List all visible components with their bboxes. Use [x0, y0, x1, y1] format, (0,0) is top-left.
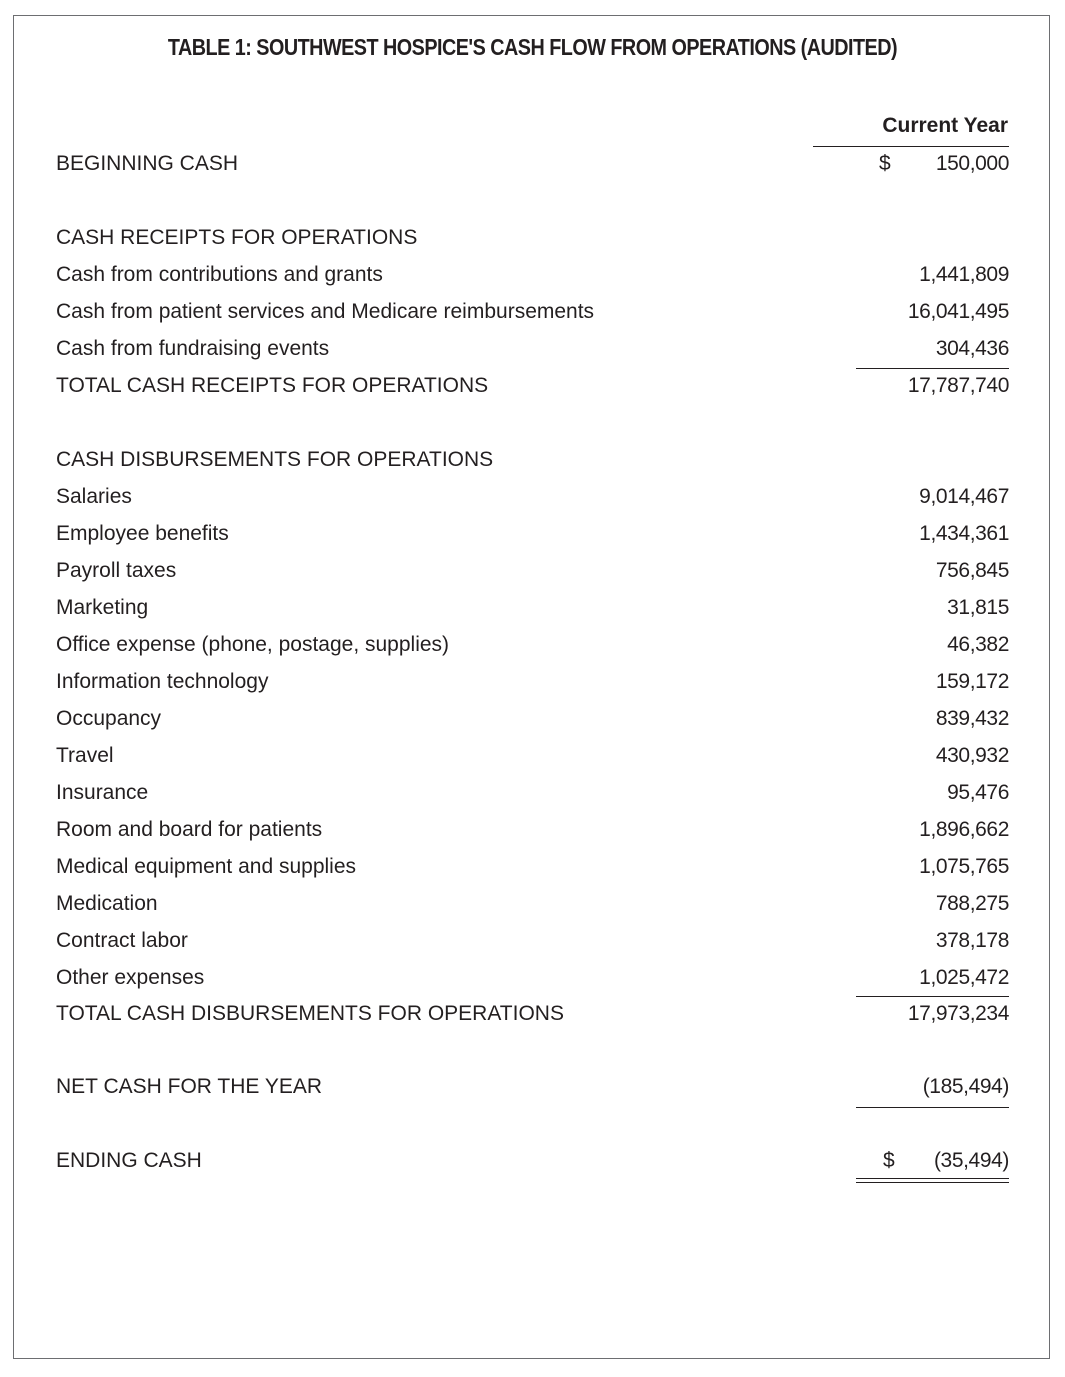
disbursements-heading: CASH DISBURSEMENTS FOR OPERATIONS [56, 448, 494, 471]
disbursement-value: 430,932 [935, 744, 1009, 767]
receipts-subtotal-rule [856, 368, 1009, 369]
disbursement-value: 1,025,472 [919, 966, 1009, 989]
net-cash-value: (185,494) [922, 1075, 1009, 1098]
table-row [56, 889, 1009, 919]
ending-cash-double-rule [856, 1178, 1009, 1183]
table-row [56, 297, 1009, 327]
disbursement-label: Medication [56, 892, 158, 915]
beginning-cash-label: BEGINNING CASH [56, 152, 239, 175]
table-row [56, 815, 1009, 845]
table-row [56, 593, 1009, 623]
column-header-rule [813, 146, 1009, 147]
disbursement-value: 31,815 [947, 596, 1009, 619]
ending-cash-value: (35,494) [933, 1149, 1009, 1172]
receipts-total-value: 17,787,740 [907, 374, 1009, 397]
table-row [56, 704, 1009, 734]
table-row [56, 852, 1009, 882]
table-title: TABLE 1: SOUTHWEST HOSPICE'S CASH FLOW FROM OPERATIONS (AUDITED) [167, 34, 898, 60]
disbursement-label: Office expense (phone, postage, supplies) [56, 633, 450, 656]
disbursements-subtotal-rule [856, 996, 1009, 997]
disbursements-total-row [56, 999, 1009, 1029]
disbursement-label: Marketing [56, 596, 149, 619]
table-row [56, 519, 1009, 549]
ending-cash-label: ENDING CASH [56, 1149, 202, 1172]
net-cash-row [56, 1072, 1009, 1102]
table-row [56, 556, 1009, 586]
disbursement-value: 46,382 [947, 633, 1009, 656]
beginning-cash-currency: $ [879, 152, 891, 175]
table-row [56, 778, 1009, 808]
disbursement-value: 9,014,467 [919, 485, 1009, 508]
table-row [56, 963, 1009, 993]
disbursement-label: Insurance [56, 781, 149, 804]
disbursement-value: 839,432 [935, 707, 1009, 730]
disbursement-label: Travel [56, 744, 114, 767]
disbursement-value: 1,075,765 [919, 855, 1009, 878]
receipt-value: 16,041,495 [907, 300, 1009, 323]
receipt-label: Cash from contributions and grants [56, 263, 383, 286]
table-row [56, 334, 1009, 364]
column-header-current-year: Current Year [882, 114, 1008, 137]
net-cash-label: NET CASH FOR THE YEAR [56, 1075, 323, 1098]
disbursement-label: Contract labor [56, 929, 188, 952]
disbursement-label: Information technology [56, 670, 269, 693]
disbursement-label: Salaries [56, 485, 132, 508]
disbursement-label: Medical equipment and supplies [56, 855, 357, 878]
table-row [56, 482, 1009, 512]
disbursement-label: Payroll taxes [56, 559, 177, 582]
disbursement-label: Occupancy [56, 707, 162, 730]
disbursement-value: 788,275 [935, 892, 1009, 915]
disbursement-label: Employee benefits [56, 522, 229, 545]
receipt-value: 304,436 [935, 337, 1009, 360]
disbursements-heading-row [56, 445, 1009, 475]
receipt-label: Cash from patient services and Medicare reimbursements [56, 300, 595, 323]
receipts-heading-row [56, 223, 1009, 253]
disbursement-value: 95,476 [947, 781, 1009, 804]
receipt-value: 1,441,809 [919, 263, 1009, 286]
table-row [56, 260, 1009, 290]
net-cash-rule [856, 1107, 1009, 1108]
ending-cash-currency: $ [883, 1149, 895, 1172]
disbursements-total-label: TOTAL CASH DISBURSEMENTS FOR OPERATIONS [56, 1002, 564, 1025]
ending-cash-row [56, 1146, 1009, 1176]
disbursement-label: Other expenses [56, 966, 205, 989]
disbursement-value: 1,434,361 [919, 522, 1009, 545]
beginning-cash-value: 150,000 [935, 152, 1009, 175]
disbursement-label: Room and board for patients [56, 818, 323, 841]
table-row [56, 630, 1009, 660]
disbursement-value: 378,178 [935, 929, 1009, 952]
disbursement-value: 1,896,662 [919, 818, 1009, 841]
disbursements-total-value: 17,973,234 [907, 1002, 1009, 1025]
disbursement-value: 756,845 [935, 559, 1009, 582]
receipts-total-row [56, 371, 1009, 401]
table-row [56, 667, 1009, 697]
receipt-label: Cash from fundraising events [56, 337, 330, 360]
receipts-heading: CASH RECEIPTS FOR OPERATIONS [56, 226, 418, 249]
receipts-total-label: TOTAL CASH RECEIPTS FOR OPERATIONS [56, 374, 489, 397]
disbursement-value: 159,172 [935, 670, 1009, 693]
table-row [56, 741, 1009, 771]
beginning-cash-row [56, 149, 1009, 179]
table-row [56, 926, 1009, 956]
